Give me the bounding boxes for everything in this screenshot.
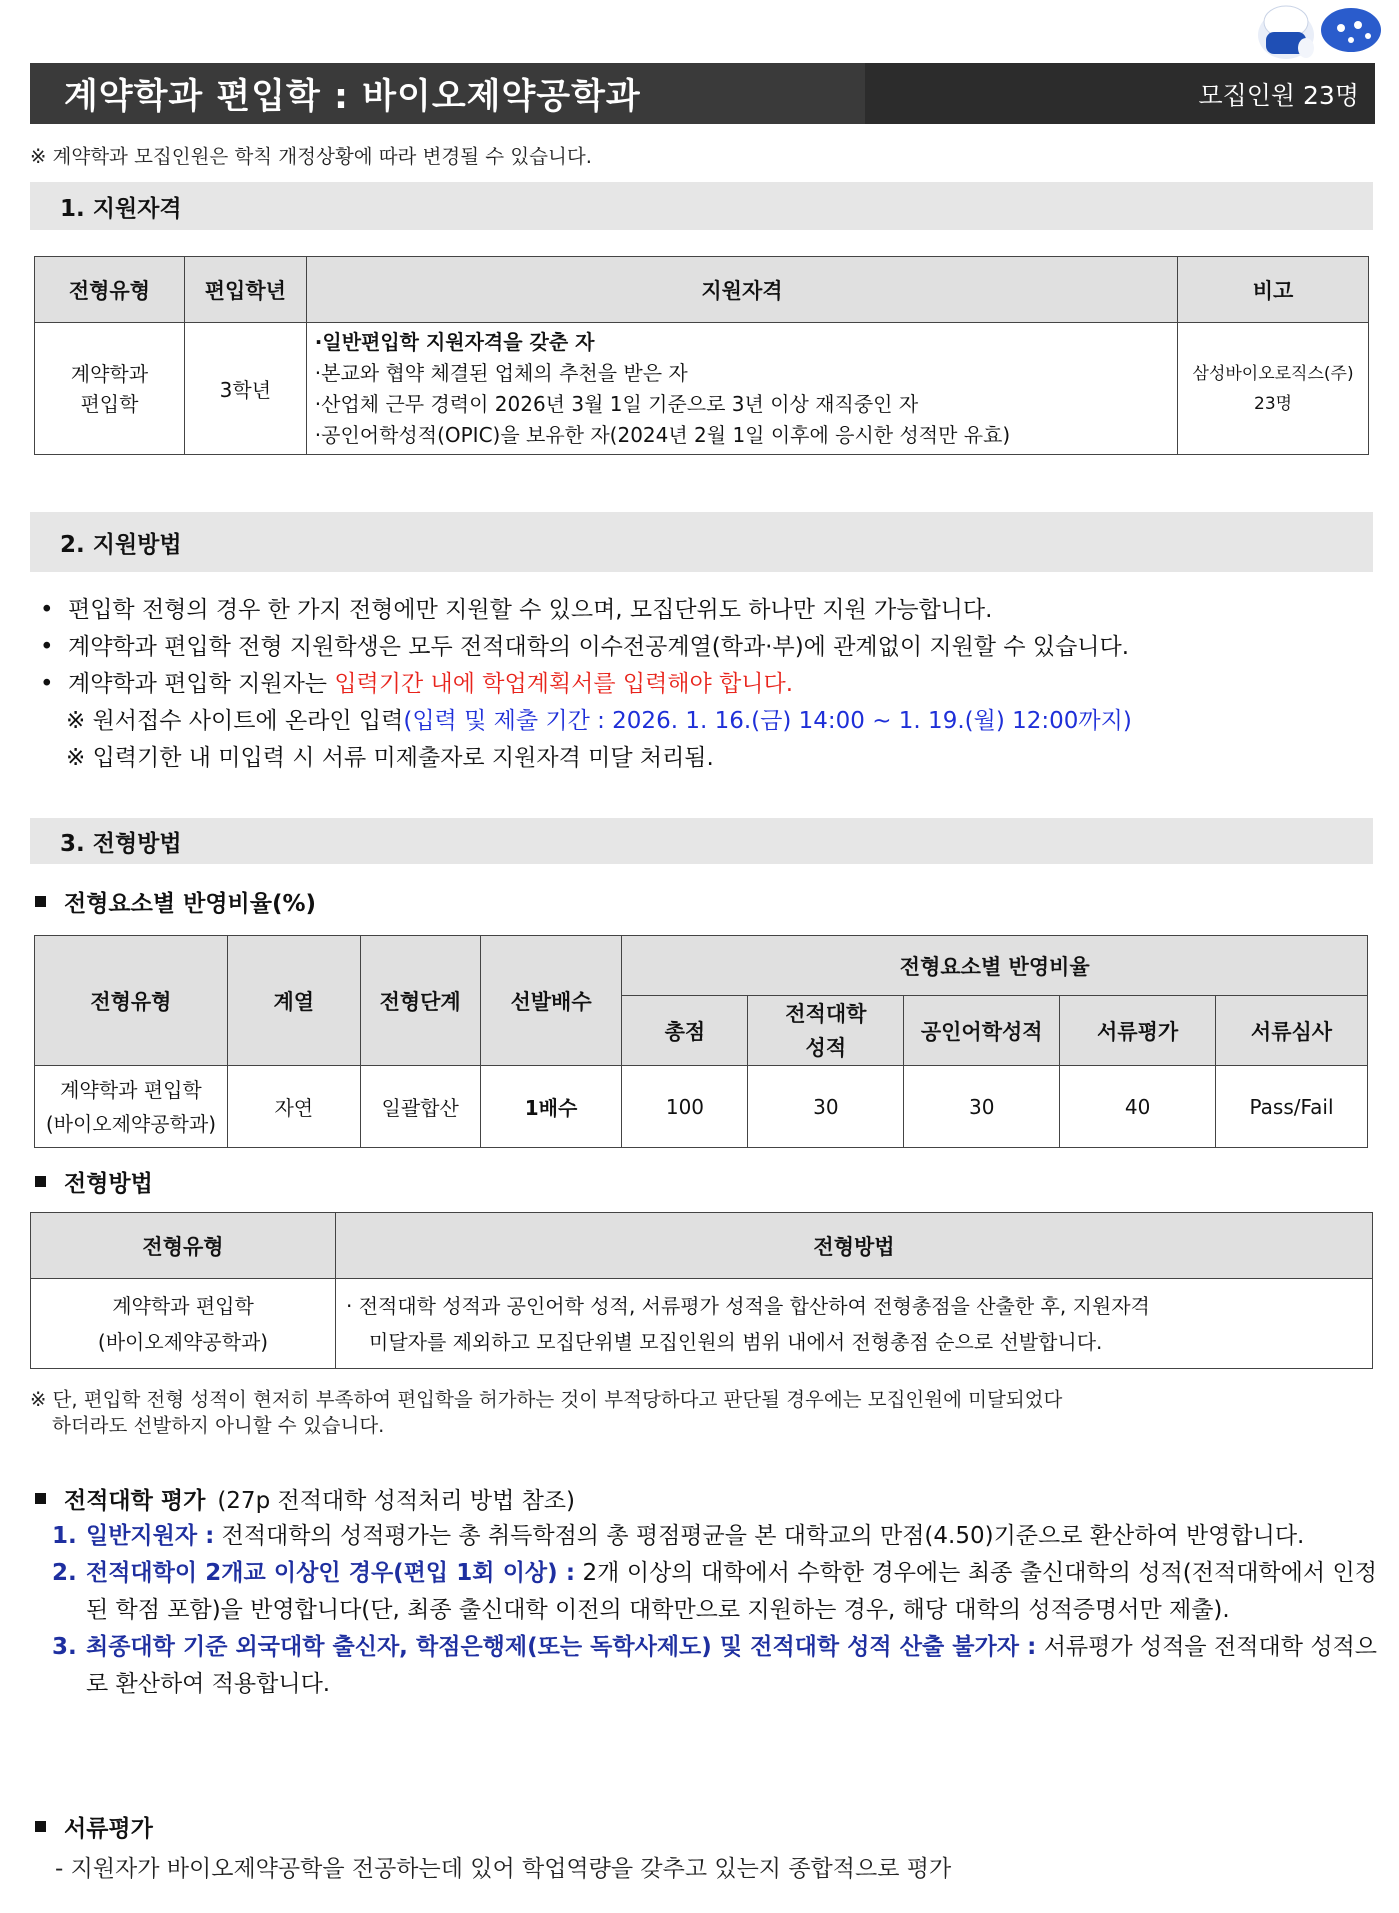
bullet-emphasis: 입력기간 내에 학업계획서를 입력해야 합니다.	[334, 671, 794, 697]
col-multiple: 선발배수	[480, 936, 622, 1066]
col-remark: 비고	[1178, 257, 1369, 323]
item-text: 서류평가 성적을 전적대학 성적으로 환산하여 적용합니다.	[86, 1634, 1378, 1697]
eval-list	[52, 1518, 1377, 1703]
col-stage: 전형단계	[360, 936, 480, 1066]
eval-heading-ref: (27p 전적대학 성적처리 방법 참조)	[217, 1488, 576, 1514]
recruit-note: ※ 계약학과 모집인원은 학칙 개정상황에 따라 변경될 수 있습니다.	[30, 145, 592, 168]
qual-list	[306, 323, 1177, 455]
item-number: 1.	[52, 1523, 77, 1549]
ratio-type	[35, 1066, 228, 1148]
ratio-table	[34, 935, 1368, 1148]
list-item: • 편입학 전형의 경우 한 가지 전형에만 지원할 수 있으며, 모집단위도 하나만 지원 가능합니다.	[40, 592, 1370, 629]
method-table	[30, 1212, 1373, 1369]
method-desc-l1: · 전적대학 성적과 공인어학 성적, 서류평가 성적을 합산하여 전형총점을 산출한 후, 지원자격	[346, 1293, 1150, 1318]
list-item: • 계약학과 편입학 전형 지원학생은 모두 전적대학의 이수전공계열(학과·부)에 관계없이 지원할 수 있습니다.	[40, 629, 1370, 666]
ratio-doc: 40	[1060, 1066, 1216, 1148]
ratio-type-l2: (바이오제약공학과)	[45, 1111, 216, 1136]
table-row	[35, 1066, 1368, 1148]
doc-eval-text: - 지원자가 바이오제약공학을 전공하는데 있어 학업역량을 갖추고 있는지 종합적으로 평가	[55, 1856, 952, 1882]
list-item: • 계약학과 편입학 지원자는 입력기간 내에 학업계획서를 입력해야 합니다.	[40, 671, 794, 697]
ratio-type-l1: 계약학과 편입학	[60, 1077, 202, 1102]
page-title: 계약학과 편입학 : 바이오제약공학과	[64, 76, 641, 117]
table-row	[31, 1279, 1373, 1369]
qualification-table	[34, 256, 1369, 455]
missing-input-note: ※ 입력기한 내 미입력 시 서류 미제출자로 지원자격 미달 처리됨.	[66, 745, 714, 771]
remark-company: 삼성바이오로직스(주)	[1192, 363, 1354, 384]
selection-note-l1: ※ 단, 편입학 전형 성적이 현저히 부족하여 편입학을 허가하는 것이 부적당하다고 판단될 경우에는 모집인원에 미달되었다	[30, 1388, 1063, 1411]
col-type: 전형유형	[35, 257, 185, 323]
bullet-text: 계약학과 편입학 지원자는	[68, 671, 335, 697]
method-desc	[336, 1279, 1373, 1369]
input-period-note	[40, 703, 1370, 740]
section-3-title: 3. 전형방법	[30, 818, 1373, 864]
qual-item: ·본교와 협약 체결된 업체의 추천을 받은 자	[314, 360, 688, 385]
col-type: 전형유형	[35, 936, 228, 1066]
list-item	[52, 1518, 1377, 1555]
apply-method-list	[40, 592, 1370, 777]
ratio-field: 자연	[227, 1066, 360, 1148]
col-doc: 서류평가	[1060, 996, 1216, 1066]
col-gpa-l2: 성적	[805, 1035, 847, 1060]
item-text: 2개 이상의 대학에서 수학한 경우에는 최종 출신대학의 성적(전적대학에서 인정된 학점 포함)을 반영합니다(단, 최종 출신대학 이전의 대학만으로 지원하는 경우, 해당 대학의 성적증명서만 제출).	[86, 1560, 1377, 1623]
section-2-title: 2. 지원방법	[30, 512, 1373, 572]
col-qualification: 지원자격	[306, 257, 1177, 323]
col-review: 서류심사	[1216, 996, 1368, 1066]
eval-heading-text: 전적대학 평가	[64, 1488, 206, 1514]
remark-count: 23명	[1254, 393, 1293, 414]
ratio-heading	[30, 885, 316, 918]
ratio-multiple: 1배수	[480, 1066, 622, 1148]
item-number: 2.	[52, 1560, 77, 1586]
ratio-total: 100	[622, 1066, 748, 1148]
recruit-count: 모집인원 23명	[1198, 80, 1359, 110]
doc-eval-heading-text: 서류평가	[64, 1816, 153, 1842]
col-lang: 공인어학성적	[904, 996, 1060, 1066]
ratio-gpa: 30	[748, 1066, 904, 1148]
square-bullet-icon	[35, 896, 46, 907]
item-lead: 일반지원자 :	[86, 1523, 215, 1549]
col-field: 계열	[227, 936, 360, 1066]
list-item	[52, 1555, 1377, 1629]
page-title-bar	[30, 63, 1375, 124]
ratio-heading-text: 전형요소별 반영비율(%)	[64, 891, 317, 917]
qual-item: ·산업체 근무 경력이 2026년 3월 1일 기준으로 3년 이상 재직중인 자	[314, 391, 919, 416]
method-type-l2: (바이오제약공학과)	[97, 1329, 269, 1354]
square-bullet-icon	[35, 1493, 46, 1504]
method-heading	[30, 1165, 153, 1198]
qual-item: ·공인어학성적(OPIC)을 보유한 자(2024년 2월 1일 이후에 응시한 성적만 유효)	[314, 422, 1011, 447]
ratio-lang: 30	[904, 1066, 1060, 1148]
eval-heading	[30, 1482, 575, 1515]
note-text: ※ 원서접수 사이트에 온라인 입력	[66, 708, 404, 734]
qual-type: 계약학과 편입학	[35, 323, 185, 455]
col-grade: 편입학년	[184, 257, 306, 323]
ratio-stage: 일괄합산	[360, 1066, 480, 1148]
list-item	[52, 1629, 1377, 1703]
qual-remark	[1178, 323, 1369, 455]
ratio-review: Pass/Fail	[1216, 1066, 1368, 1148]
col-total: 총점	[622, 996, 748, 1066]
col-gpa-l1: 전적대학	[785, 1001, 867, 1026]
method-heading-text: 전형방법	[64, 1171, 153, 1197]
doc-eval-heading	[30, 1810, 153, 1843]
item-lead: 전적대학이 2개교 이상인 경우(편입 1회 이상) :	[86, 1560, 576, 1586]
col-gpa	[748, 996, 904, 1066]
square-bullet-icon	[35, 1821, 46, 1832]
col-method: 전형방법	[336, 1213, 1373, 1279]
method-desc-l2: 미달자를 제외하고 모집단위별 모집인원의 범위 내에서 전형총점 순으로 선발합니다.	[369, 1329, 1103, 1354]
bullet-text: 계약학과 편입학 전형 지원학생은 모두 전적대학의 이수전공계열(학과·부)에 관계없이 지원할 수 있습니다.	[68, 634, 1130, 660]
item-number: 3.	[52, 1634, 77, 1660]
col-ratio-group: 전형요소별 반영비율	[622, 936, 1368, 996]
method-type	[31, 1279, 336, 1369]
mascot-illustration	[1246, 0, 1391, 62]
section-1-title: 1. 지원자격	[30, 182, 1373, 230]
item-text: 전적대학의 성적평가는 총 취득학점의 총 평점평균을 본 대학교의 만점(4.50)기준으로 환산하여 반영합니다.	[214, 1523, 1305, 1549]
qual-grade: 3학년	[184, 323, 306, 455]
square-bullet-icon	[35, 1176, 46, 1187]
selection-note-l2: 하더라도 선발하지 아니할 수 있습니다.	[52, 1414, 385, 1437]
method-type-l1: 계약학과 편입학	[112, 1293, 254, 1318]
qual-item: ·일반편입학 지원자격을 갖춘 자	[314, 329, 595, 354]
note-period: (입력 및 제출 기간 : 2026. 1. 16.(금) 14:00 ~ 1. 19.(월) 12:00까지)	[403, 708, 1132, 734]
bullet-text: 편입학 전형의 경우 한 가지 전형에만 지원할 수 있으며, 모집단위도 하나만 지원 가능합니다.	[68, 597, 993, 623]
selection-note	[30, 1387, 1062, 1439]
col-type: 전형유형	[31, 1213, 336, 1279]
item-lead: 최종대학 기준 외국대학 출신자, 학점은행제(또는 독학사제도) 및 전적대학 성적 산출 불가자 :	[86, 1634, 1037, 1660]
